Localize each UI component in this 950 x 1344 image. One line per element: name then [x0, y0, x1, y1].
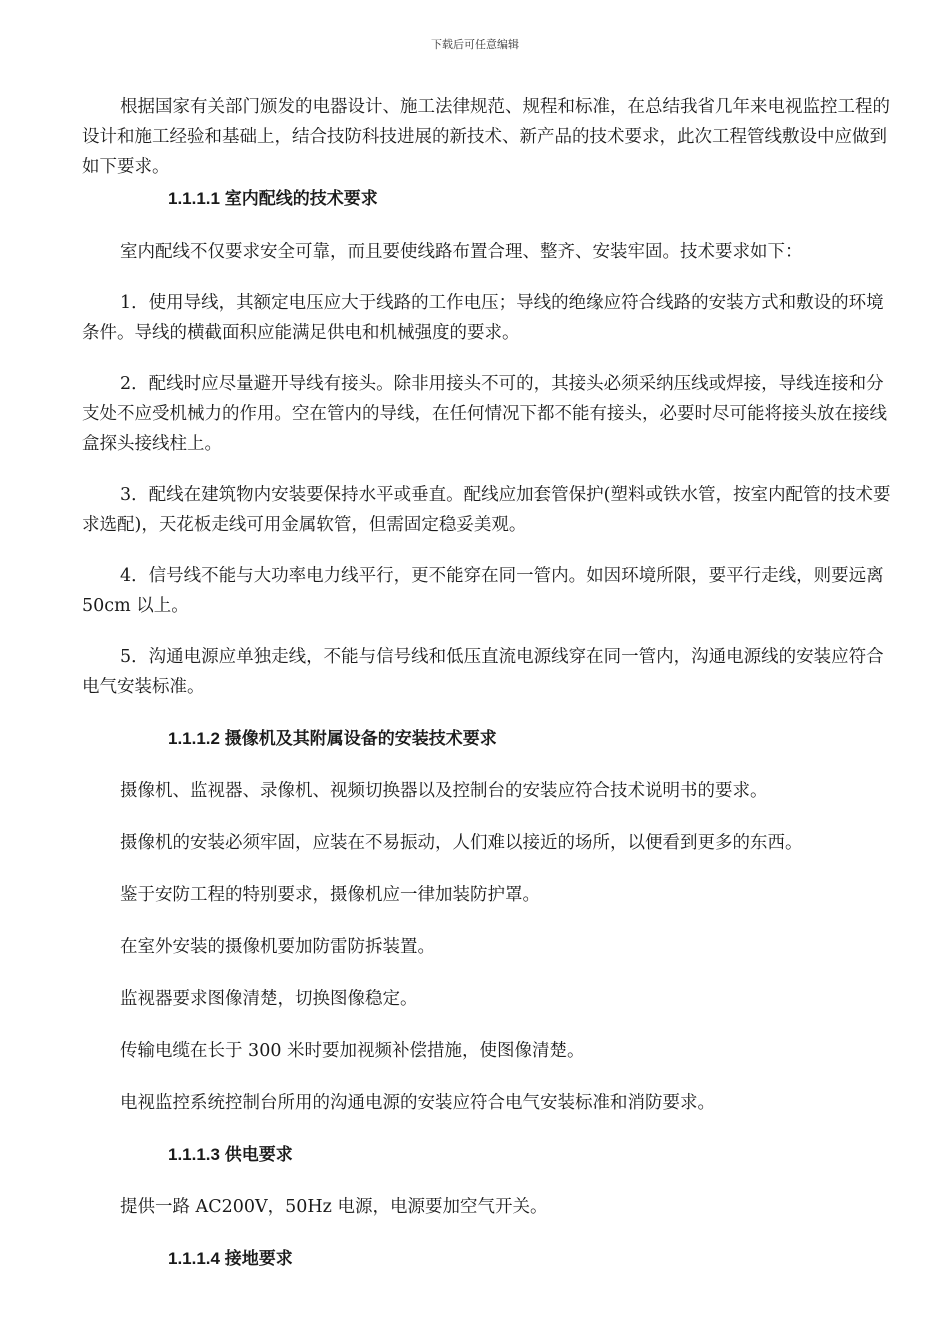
camera-rule-3: 鉴于安防工程的特别要求，摄像机应一律加装防护罩。 — [120, 885, 540, 905]
camera-rule-6: 传输电缆在长于 300 米时要加视频补偿措施，使图像清楚。 — [120, 1041, 585, 1061]
section-heading-camera-install: 1.1.1.2 摄像机及其附属设备的安装技术要求 — [168, 729, 497, 748]
camera-rule-1: 摄像机、监视器、录像机、视频切换器以及控制台的安装应符合技术说明书的要求。 — [120, 781, 768, 801]
section-heading-indoor-wiring: 1.1.1.1 室内配线的技术要求 — [168, 189, 378, 208]
camera-rule-5: 监视器要求图像清楚，切换图像稳定。 — [120, 989, 418, 1009]
section-heading-grounding: 1.1.1.4 接地要求 — [168, 1249, 293, 1268]
camera-rule-4: 在室外安装的摄像机要加防雷防拆装置。 — [120, 937, 435, 957]
page-header: 下载后可任意编辑 — [431, 38, 519, 51]
wiring-rule-4: 4．信号线不能与大功率电力线平行，更不能穿在同一管内。如因环境所限，要平行走线，则要远离 50cm 以上。 — [82, 566, 884, 616]
section-heading-power-supply: 1.1.1.3 供电要求 — [168, 1145, 293, 1164]
wiring-rule-3: 3．配线在建筑物内安装要保持水平或垂直。配线应加套管保护(塑料或铁水管，按室内配管的技术要求选配)，天花板走线可用金属软管，但需固定稳妥美观。 — [82, 485, 891, 535]
intro-paragraph: 根据国家有关部门颁发的电器设计、施工法律规范、规程和标准，在总结我省几年来电视监控工程的设计和施工经验和基础上，结合技防科技进展的新技术、新产品的技术要求，此次工程管线敷设中应做到如下要求。 — [82, 97, 890, 177]
indoor-wiring-intro: 室内配线不仅要求安全可靠，而且要使线路布置合理、整齐、安装牢固。技术要求如下： — [120, 242, 803, 262]
camera-rule-2: 摄像机的安装必须牢固，应装在不易振动，人们难以接近的场所，以便看到更多的东西。 — [120, 833, 803, 853]
wiring-rule-2: 2．配线时应尽量避开导线有接头。除非用接头不可的，其接头必须采纳压线或焊接，导线连接和分支处不应受机械力的作用。空在管内的导线，在任何情况下都不能有接头，必要时尽可能将接头放在接线盒探头接线柱上。 — [82, 374, 887, 454]
camera-rule-7: 电视监控系统控制台所用的沟通电源的安装应符合电气安装标准和消防要求。 — [120, 1093, 715, 1113]
wiring-rule-5: 5．沟通电源应单独走线，不能与信号线和低压直流电源线穿在同一管内，沟通电源线的安装应符合电气安装标准。 — [82, 647, 884, 697]
wiring-rule-1: 1．使用导线，其额定电压应大于线路的工作电压；导线的绝缘应符合线路的安装方式和敷设的环境条件。导线的横截面积应能满足供电和机械强度的要求。 — [82, 293, 884, 343]
document-body — [82, 92, 898, 1274]
power-supply-text: 提供一路 AC200V，50Hz 电源，电源要加空气开关。 — [120, 1197, 548, 1217]
